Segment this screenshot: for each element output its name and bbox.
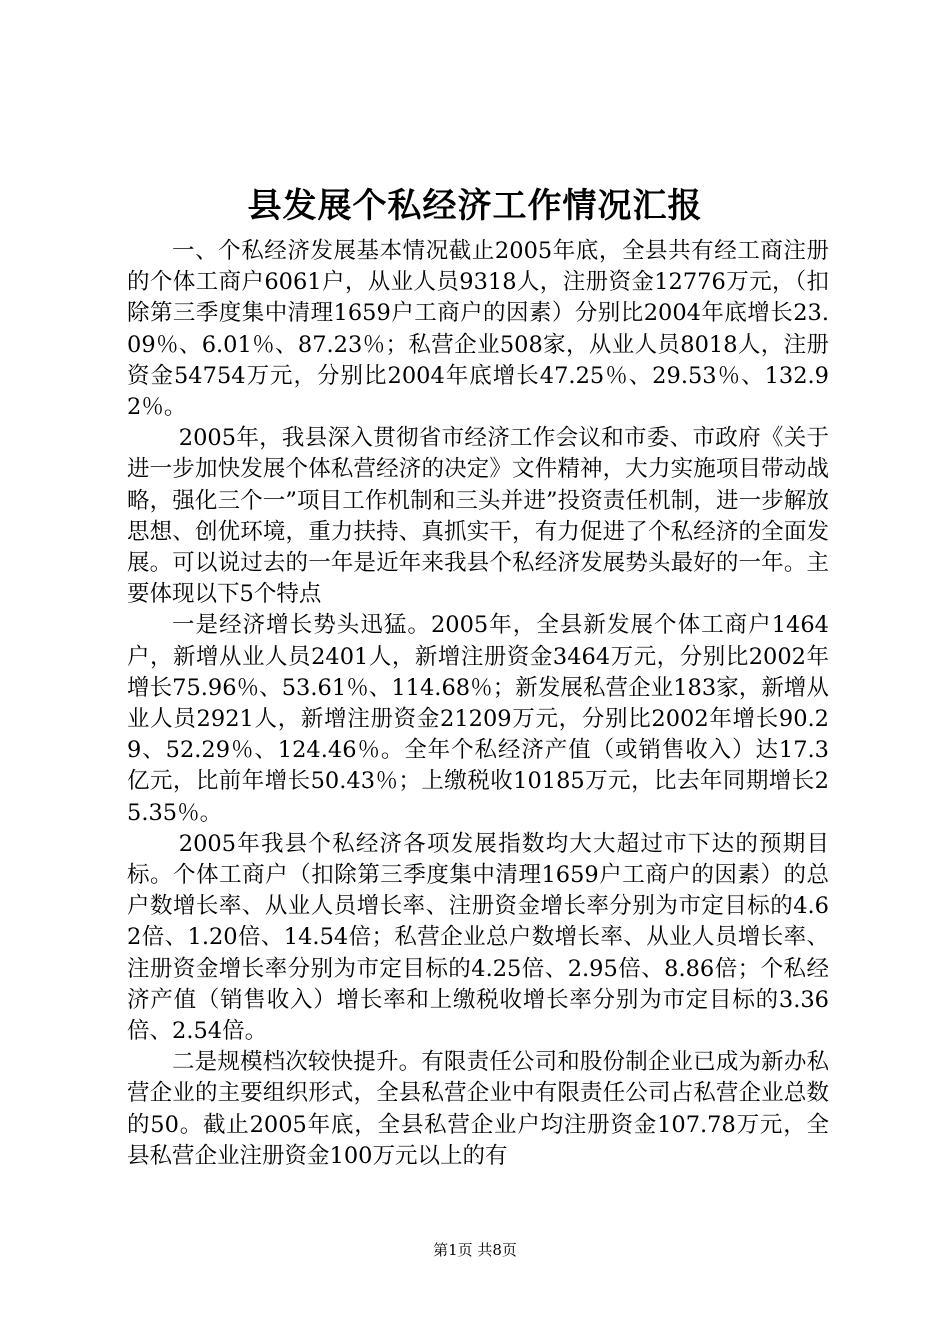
- paragraph-targets-exceeded: 2005年我县个私经济各项发展指数均大大超过市下达的预期目标。个体工商户（扣除第三季度集中清理1659户工商户的因素）的总户数增长率、从业人员增长率、注册资金增长率分别为市定目标的4.62倍、1.20倍、14.54倍；私营企业总户数增长率、从业人员增长率、注册资金增长率分别为市定目标的4.25倍、2.95倍、8.86倍；个私经济产值（销售收入）增长率和上缴税收增长率分别为市定目标的3.36倍、2.54倍。: [127, 830, 829, 1045]
- paragraph-basic-situation: 一、个私经济发展基本情况截止2005年底，全县共有经工商注册的个体工商户6061户，从业人员9318人，注册资金12776万元，（扣除第三季度集中清理1659户工商户的因素）分别比2004年底增长23.09％、6.01％、87.23％；私营企业508家，从业人员8018人，注册资金54754万元，分别比2004年底增长47.25％、29.53％、132.92％。: [127, 238, 829, 421]
- page-footer: 第1页 共8页: [433, 1241, 517, 1259]
- document-title: 县发展个私经济工作情况汇报: [247, 186, 703, 226]
- paragraph-growth-momentum: 一是经济增长势头迅猛。2005年，全县新发展个体工商户1464户，新增从业人员2401人，新增注册资金3464万元，分别比2002年增长75.96％、53.61％、114.68％；新发展私营企业183家，新增从业人员2921人，新增注册资金21209万元，分别比2002年增长90.29、52.29％、124.46％。全年个私经济产值（或销售收入）达17.3亿元，比前年增长50.43％；上缴税收10185万元，比去年同期增长25.35％。: [127, 612, 829, 826]
- paragraph-scale-upgrade: 二是规模档次较快提升。有限责任公司和股份制企业已成为新办私营企业的主要组织形式，全县私营企业中有限责任公司占私营企业总数的50。截止2005年底，全县私营企业户均注册资金107.78万元，全县私营企业注册资金100万元以上的有: [127, 1049, 829, 1169]
- document-body: [127, 236, 829, 1172]
- paragraph-2005-overview: 2005年，我县深入贯彻省市经济工作会议和市委、市政府《关于进一步加快发展个体私营经济的决定》文件精神，大力实施项目带动战略，强化三个一”项目工作机制和三头并进”投资责任机制，进一步解放思想、创优环境，重力扶持、真抓实干，有力促进了个私经济的全面发展。可以说过去的一年是近年来我县个私经济发展势头最好的一年。主要体现以下5个特点: [127, 425, 829, 608]
